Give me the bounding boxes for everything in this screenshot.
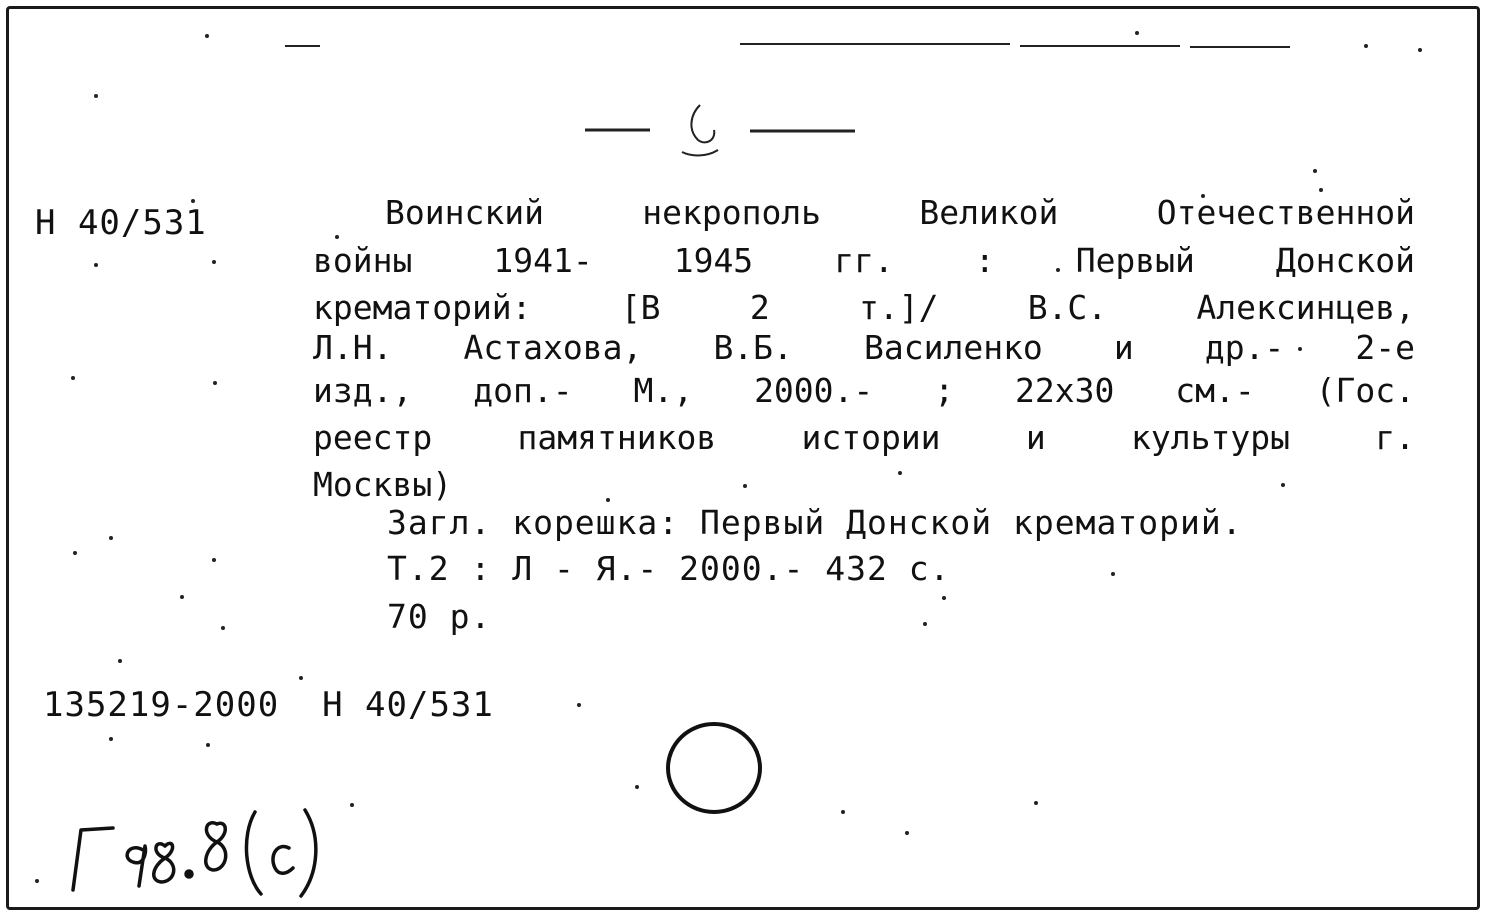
handwritten-mark (55, 790, 345, 900)
note-volume: Т.2 : Л - Я.- 2000.- 432 с. (387, 549, 951, 588)
description-line-6: реестр памятников истории и культуры г. (313, 418, 1415, 457)
description-line-7: Москвы) (313, 465, 453, 504)
punch-hole (668, 724, 760, 812)
ornament-icon (585, 105, 855, 156)
inventory-number: 135219-2000 Н 40/531 (43, 685, 494, 725)
description-line-3: крематорий: [В 2 т.]/ В.С. Алексинцев, (313, 288, 1415, 327)
description-line-4: Л.Н. Астахова, В.Б. Василенко и др.- 2-е (313, 328, 1415, 367)
note-spine-title: Загл. корешка: Первый Донской крематорий. (387, 503, 1243, 542)
call-number: Н 40/531 (35, 203, 207, 243)
note-price: 70 р. (387, 597, 492, 636)
description-line-5: изд., доп.- М., 2000.- ; 22х30 см.- (Гос. (313, 371, 1415, 410)
top-dashed-rule (285, 44, 1290, 47)
description-line-2: войны 1941- 1945 гг. : Первый Донской (313, 241, 1415, 280)
description-line-1: Воинский некрополь Великой Отечественной (385, 193, 1415, 232)
